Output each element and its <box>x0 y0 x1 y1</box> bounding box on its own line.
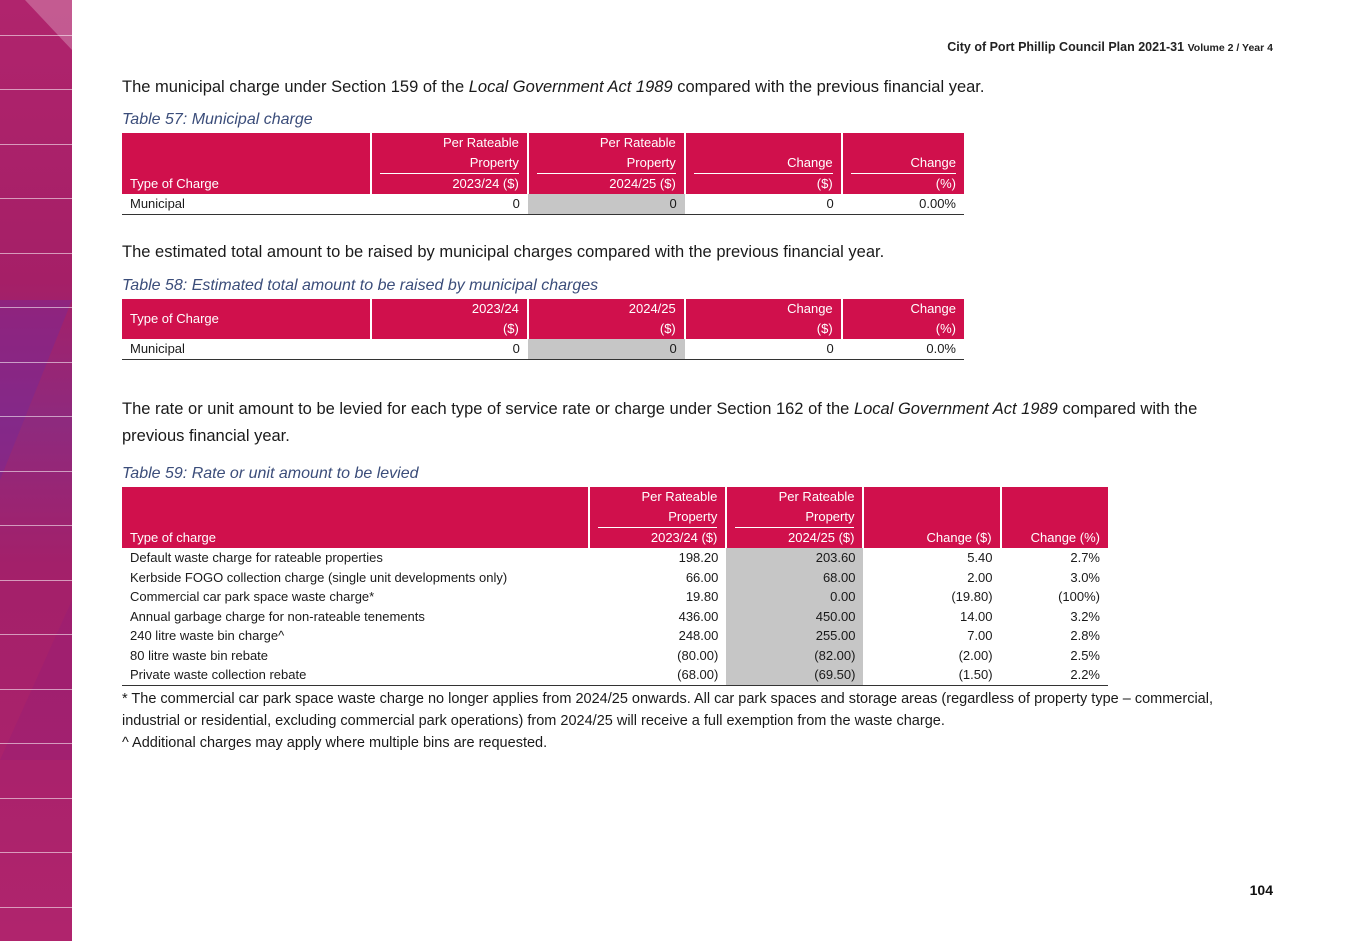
table59-caption: Table 59: Rate or unit amount to be levied <box>122 465 419 482</box>
intro3-text-end: compared with the previous financial year. <box>122 400 1198 445</box>
cell-2024: 0.00 <box>726 587 863 607</box>
table-row <box>122 665 1108 685</box>
intro-total-amount: The estimated total amount to be raised by municipal charges compared with the previous financial year. <box>122 243 885 261</box>
cell-change-pct: 2.5% <box>1070 647 1100 663</box>
decorative-side-band <box>0 0 72 941</box>
header-line: 2023/24 ($) <box>598 527 717 548</box>
header-line: Property <box>626 155 676 170</box>
cell-type: Kerbside FOGO collection charge (single unit developments only) <box>130 569 508 585</box>
cell-change-pct: 3.0% <box>1070 569 1100 585</box>
header-line: (%) <box>851 173 956 194</box>
cell-change-dollar: 14.00 <box>959 608 993 624</box>
table-row <box>122 607 1108 627</box>
footnote-asterisk: * The commercial car park space waste charge no longer applies from 2024/25 onwards. All car park spaces and storage areas (regardless of property type – commercial, industrial or residential, excluding commercial park operations) from 2024/25 will receive a full exemption from the waste charge. <box>122 691 1213 729</box>
cell-type: Municipal <box>122 194 371 214</box>
cell-type: Default waste charge for rateable properties <box>130 550 383 565</box>
header-line: ($) <box>816 321 833 336</box>
cell-change-dollar: (19.80) <box>951 589 993 604</box>
header-line: Property <box>805 509 855 524</box>
header-line: Property <box>668 509 718 524</box>
cell-type: Municipal <box>122 339 371 359</box>
document-title: City of Port Phillip Council Plan 2021-31 <box>947 40 1185 54</box>
cell-change-dollar: (1.50) <box>863 665 1000 685</box>
header-line: Per Rateable <box>599 135 676 150</box>
act-name: Local Government Act 1989 <box>468 78 673 96</box>
intro3-text: The rate or unit amount to be levied for each type of service rate or charge under Section 162 of the <box>122 400 854 418</box>
cell-2023: 436.00 <box>678 608 719 624</box>
col-change-pct-header <box>842 299 964 339</box>
table-row <box>122 646 1108 666</box>
cell-2024: 0 <box>528 339 685 359</box>
col-2024-header <box>528 133 685 194</box>
intro1-text: The municipal charge under Section 159 of the <box>122 78 469 96</box>
cell-2023: 0 <box>371 339 528 359</box>
header-line: Property <box>469 155 519 170</box>
col-type-header: Type of charge <box>122 487 589 548</box>
cell-2024: 0 <box>528 194 685 214</box>
header-line: Per Rateable <box>442 135 519 150</box>
cell-2023: 66.00 <box>685 569 719 585</box>
volume-label: Volume 2 / Year 4 <box>1187 42 1273 54</box>
col-2023-header <box>371 133 528 194</box>
cell-change-pct: 0.0% <box>842 339 964 359</box>
cell-change-pct: 2.2% <box>1001 665 1108 685</box>
cell-2023: 19.80 <box>685 589 719 604</box>
header-line: Per Rateable <box>778 489 855 504</box>
act-name: Local Government Act 1989 <box>853 400 1058 418</box>
table-footnotes <box>122 688 1262 754</box>
header-line: Change <box>787 155 833 170</box>
cell-type: 80 litre waste bin rebate <box>130 647 269 663</box>
header-line: Change <box>910 155 956 170</box>
table-row <box>122 587 1108 607</box>
cell-2024: 255.00 <box>726 626 863 646</box>
cell-type: Commercial car park space waste charge* <box>130 589 375 604</box>
cell-2024: (69.50) <box>726 665 863 685</box>
cell-change-dollar: 7.00 <box>967 628 993 643</box>
cell-change-pct: 3.2% <box>1070 608 1100 624</box>
cell-change-dollar: 2.00 <box>967 569 993 585</box>
intro-rate-levied <box>122 396 1262 450</box>
cell-2024: 450.00 <box>726 607 863 627</box>
page-header <box>947 40 1273 54</box>
table-58-total-municipal-charges <box>122 299 964 360</box>
table-57-municipal-charge <box>122 133 964 215</box>
table-row <box>122 339 964 359</box>
cell-type: Private waste collection rebate <box>122 665 589 685</box>
header-line: ($) <box>502 321 519 336</box>
cell-change-dollar: (2.00) <box>958 647 993 663</box>
header-line: 2023/24 <box>471 301 519 316</box>
header-line: 2024/25 ($) <box>537 173 676 194</box>
col-change-dollar-header <box>685 133 842 194</box>
cell-2024: 68.00 <box>726 568 863 588</box>
table-row <box>122 194 964 214</box>
col-2024-header <box>726 487 863 548</box>
cell-2024: 203.60 <box>726 548 863 568</box>
col-type-header: Type of Charge <box>122 299 371 339</box>
cell-type: Annual garbage charge for non-rateable tenements <box>130 608 425 624</box>
table58-caption: Table 58: Estimated total amount to be raised by municipal charges <box>122 277 599 294</box>
table57-caption: Table 57: Municipal charge <box>122 111 313 128</box>
header-line: 2024/25 <box>628 301 676 316</box>
col-change-pct-header: Change (%) <box>1001 487 1108 548</box>
table-row <box>122 548 1108 568</box>
col-change-dollar-header: Change ($) <box>863 487 1000 548</box>
cell-change-pct: 2.8% <box>1070 628 1100 643</box>
col-2023-header <box>589 487 726 548</box>
cell-change-pct: (100%) <box>1058 589 1100 604</box>
col-type-header: Type of Charge <box>122 133 371 194</box>
header-line: ($) <box>659 321 676 336</box>
cell-2023: (68.00) <box>589 665 726 685</box>
col-change-pct-header <box>842 133 964 194</box>
cell-change-pct: 0.00% <box>842 194 964 214</box>
table-row <box>122 626 1108 646</box>
cell-change-pct: 2.7% <box>1070 550 1100 565</box>
cell-2024: (82.00) <box>726 646 863 666</box>
page-number: 104 <box>1249 882 1273 898</box>
cell-change-dollar: 0 <box>685 194 842 214</box>
header-line: Change <box>910 301 956 316</box>
cell-2023: 198.20 <box>678 550 719 565</box>
header-line: (%) <box>935 321 956 336</box>
intro-municipal-charge <box>122 74 984 101</box>
header-line: 2023/24 ($) <box>380 173 519 194</box>
cell-2023: 248.00 <box>678 628 719 643</box>
cell-2023: 0 <box>371 194 528 214</box>
header-line: Per Rateable <box>641 489 718 504</box>
header-line: ($) <box>694 173 833 194</box>
col-2023-header <box>371 299 528 339</box>
col-2024-header <box>528 299 685 339</box>
cell-type: 240 litre waste bin charge^ <box>130 628 285 643</box>
footnote-caret: ^ Additional charges may apply where multiple bins are requested. <box>122 735 548 751</box>
header-line: 2024/25 ($) <box>735 527 854 548</box>
cell-2023: (80.00) <box>677 647 719 663</box>
table-59-rate-levied <box>122 487 1108 686</box>
cell-change-dollar: 0 <box>685 339 842 359</box>
intro1-text-end: compared with the previous financial year. <box>672 78 985 96</box>
cell-change-dollar: 5.40 <box>967 550 993 565</box>
table-row <box>122 568 1108 588</box>
header-line: Change <box>787 301 833 316</box>
col-change-dollar-header <box>685 299 842 339</box>
